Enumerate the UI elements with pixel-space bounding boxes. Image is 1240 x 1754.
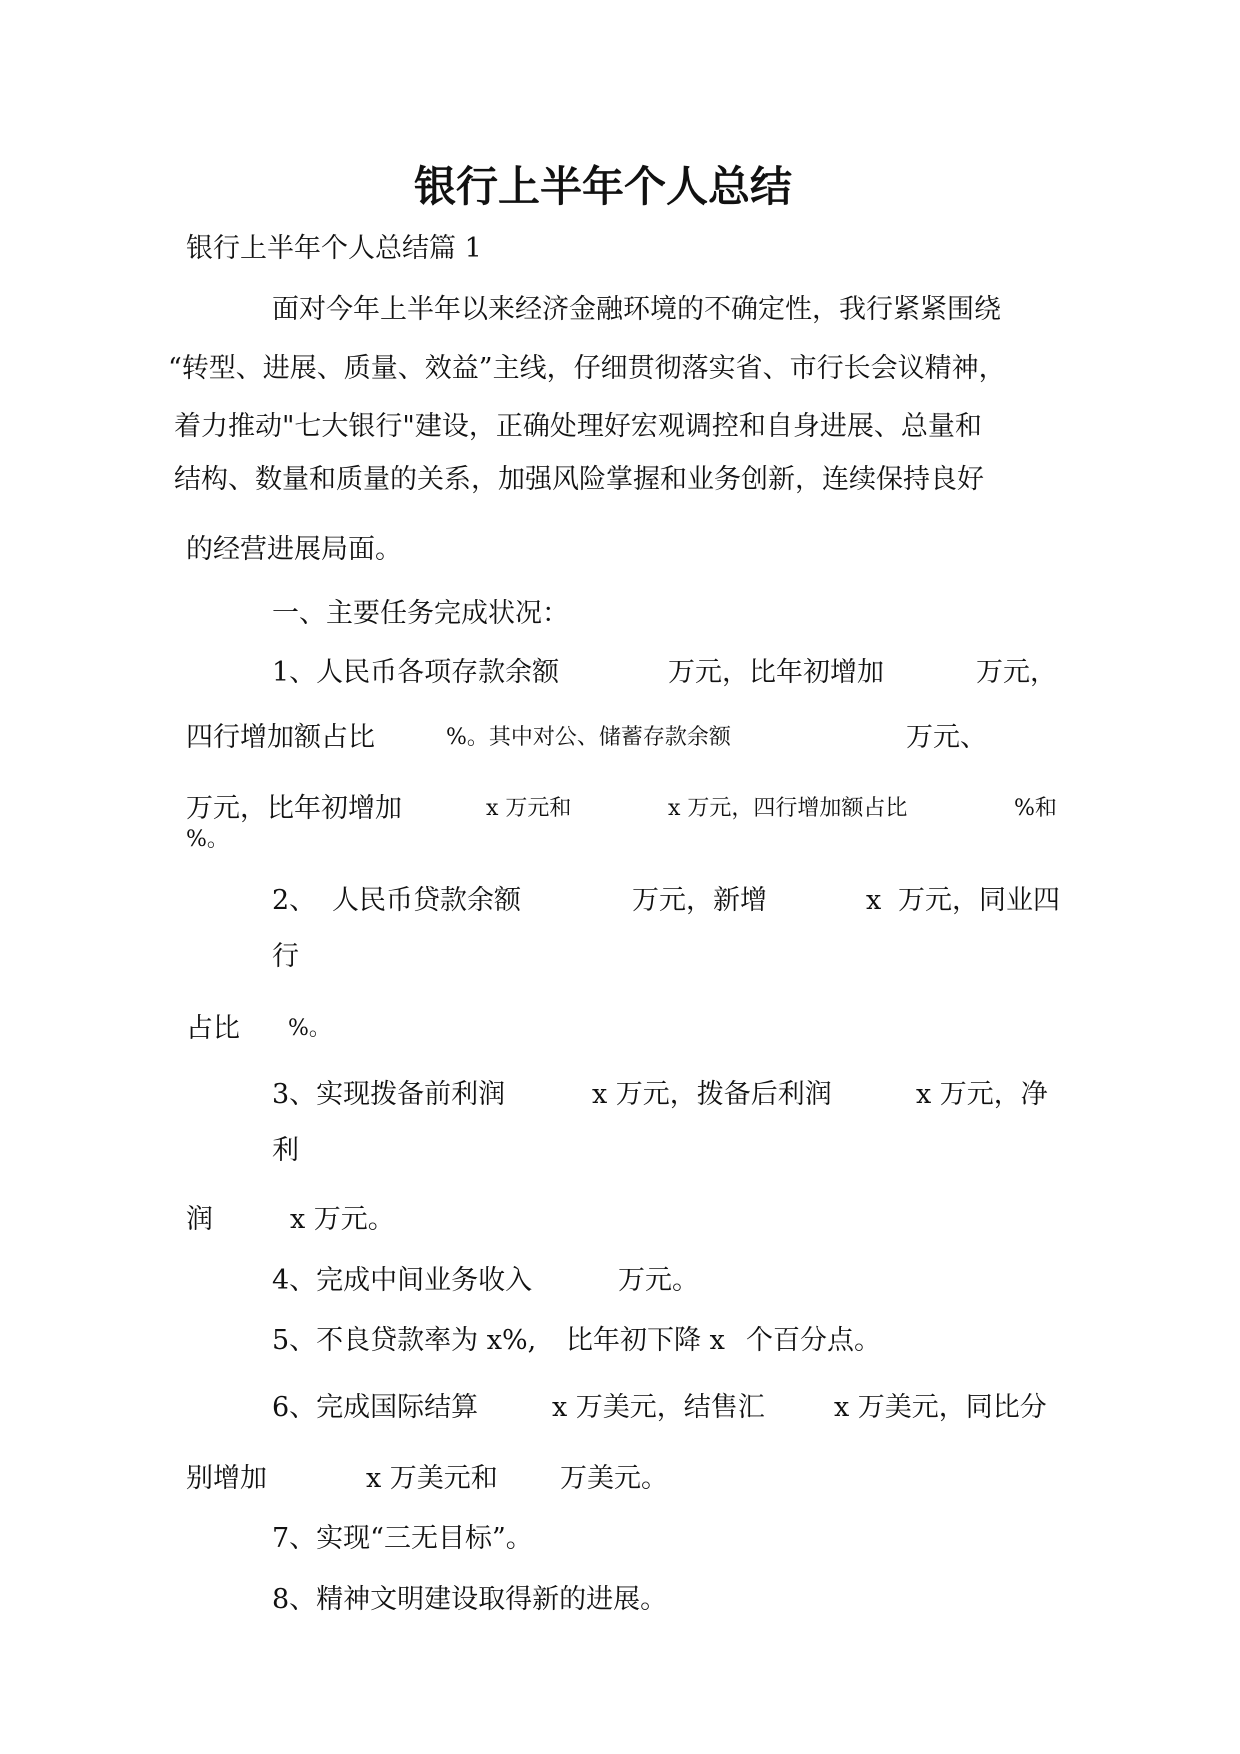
item7-text: 7、实现“三无目标”。 [272, 1523, 533, 1554]
item6-text: x 万美元和 [366, 1463, 498, 1494]
document-title: 银行上半年个人总结 [414, 162, 793, 211]
item2-text: x [866, 885, 882, 916]
item1-text: %和 [1014, 796, 1057, 821]
item1-text: 万元、 [906, 722, 987, 753]
intro-line: 着力推动"七大银行"建设，正确处理好宏观调控和自身进展、总量和 [174, 411, 982, 442]
item6-text: 6、完成国际结算 [272, 1392, 479, 1423]
item3-text: x 万元，拨备后利润 [592, 1079, 832, 1110]
intro-line: 结构、数量和质量的关系，加强风险掌握和业务创新，连续保持良好 [174, 464, 984, 495]
item1-text: x 万元和 [486, 796, 572, 821]
item1-text: 万元，比年初增加 [668, 657, 884, 688]
item4-text: 4、完成中间业务收入 [272, 1265, 533, 1296]
intro-line: 的经营进展局面。 [186, 534, 402, 565]
item2-text: %。 [288, 1016, 331, 1041]
intro-line: “转型、进展、质量、效益”主线，仔细贯彻落实省、市行长会议精神， [168, 353, 1006, 384]
item2-text: 占比 [186, 1013, 240, 1044]
item2-text: 行 [272, 941, 299, 972]
item1-text: 万元， [976, 657, 1057, 688]
item2-text: 人民币贷款余额 [332, 885, 521, 916]
item6-text: x 万美元，同比分 [834, 1392, 1047, 1423]
item5-text: 5、不良贷款率为 x%, [272, 1325, 537, 1356]
item6-text: x 万美元，结售汇 [552, 1392, 765, 1423]
item2-text: 2、 [272, 885, 317, 916]
document-subtitle: 银行上半年个人总结篇 1 [186, 233, 482, 264]
item4-text: 万元。 [618, 1265, 699, 1296]
item3-text: 3、实现拨备前利润 [272, 1079, 506, 1110]
intro-line: 面对今年上半年以来经济金融环境的不确定性，我行紧紧围绕 [272, 294, 1001, 325]
item2-text: 万元，同业四 [898, 885, 1060, 916]
item1-text: 万元，比年初增加 [186, 793, 402, 824]
item6-text: 别增加 [186, 1463, 267, 1494]
section-heading: 一、主要任务完成状况： [272, 598, 569, 629]
item1-text: x 万元，四行增加额占比 [668, 796, 908, 821]
item1-text: %。 [186, 827, 229, 852]
item1-text: 1、人民币各项存款余额 [272, 657, 560, 688]
item6-text: 万美元。 [560, 1463, 668, 1494]
item3-text: 利 [272, 1135, 299, 1166]
item1-text: 四行增加额占比 [186, 722, 375, 753]
item2-text: 万元，新增 [632, 885, 767, 916]
item5-text: 个百分点。 [746, 1325, 881, 1356]
item3-text: x 万元。 [290, 1204, 395, 1235]
item3-text: x 万元，净 [916, 1079, 1048, 1110]
item5-text: 比年初下降 x [566, 1325, 725, 1356]
item8-text: 8、精神文明建设取得新的进展。 [272, 1584, 668, 1615]
item1-text: %。其中对公、储蓄存款余额 [446, 725, 731, 750]
item3-text: 润 [186, 1204, 213, 1235]
